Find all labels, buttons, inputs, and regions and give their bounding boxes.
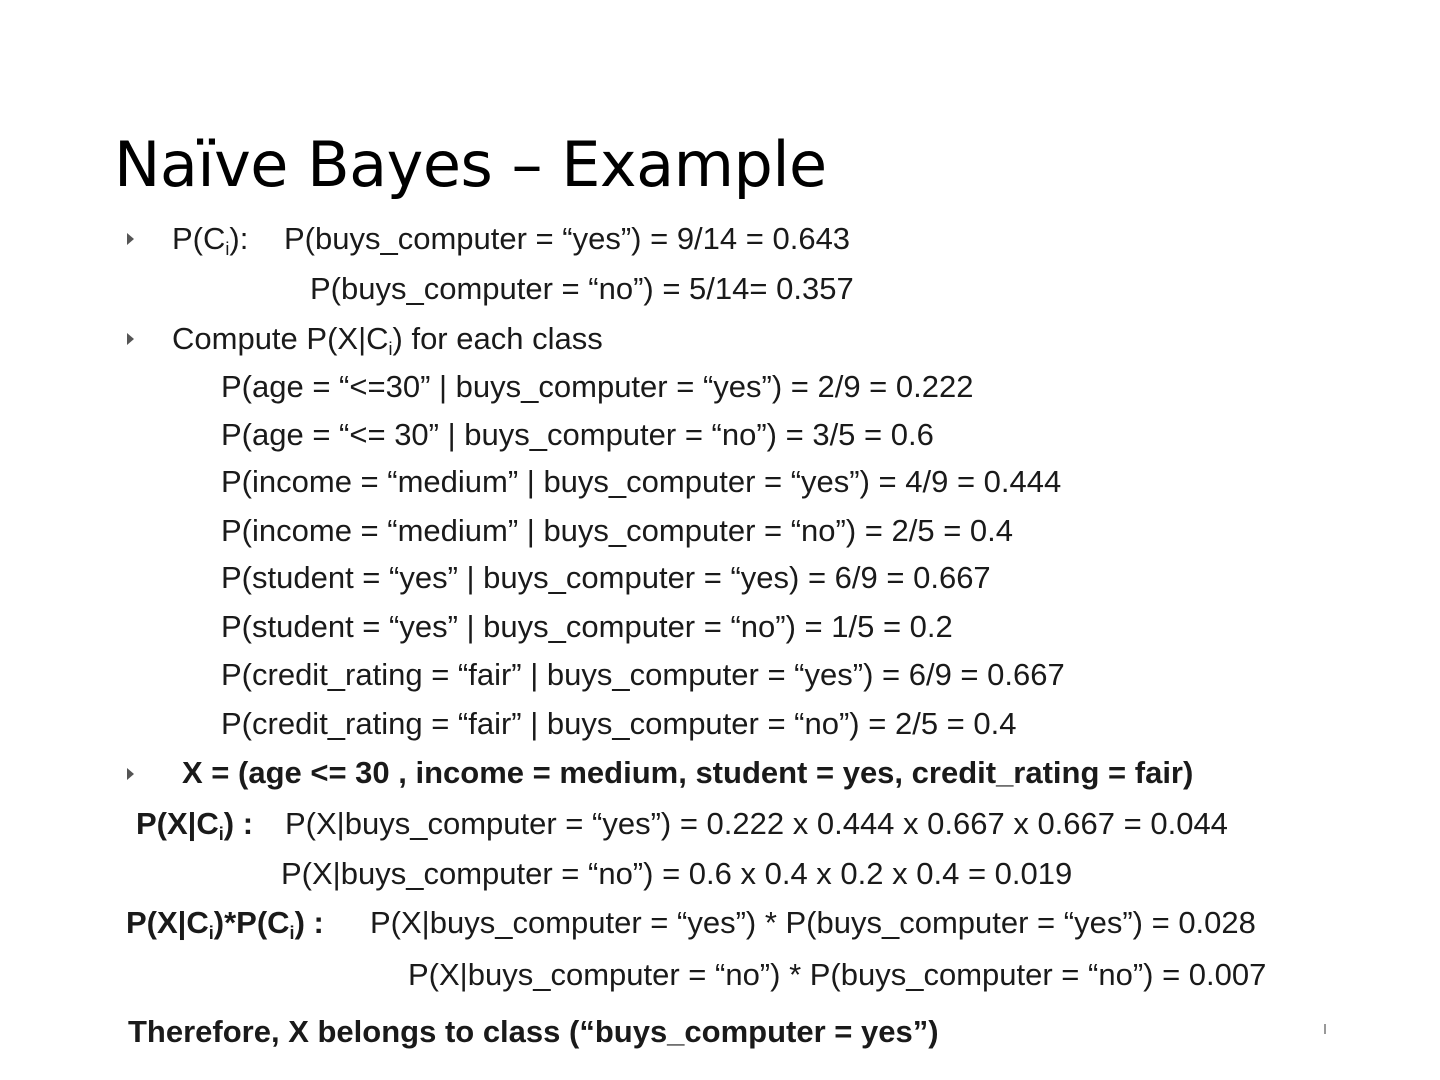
slide-number-marker	[1324, 1024, 1326, 1034]
posterior-yes: P(X|buys_computer = “yes”) * P(buys_computer = “yes”) = 0.028	[370, 905, 1256, 940]
prior-no: P(buys_computer = “no”) = 5/14= 0.357	[310, 271, 854, 306]
likelihood-no: P(X|buys_computer = “no”) = 0.6 x 0.4 x 0.2 x 0.4 = 0.019	[281, 856, 1073, 891]
compute-heading: Compute $P(X|C_i)$ for each class	[172, 321, 603, 359]
conditional-line: P(student = “yes” | buys_computer = “no”) = 1/5 = 0.2	[221, 609, 953, 644]
conditional-line: P(income = “medium” | buys_computer = “no”) = 2/5 = 0.4	[221, 513, 1014, 548]
conditional-line: P(credit_rating = “fair” | buys_computer = “yes”) = 6/9 = 0.667	[221, 657, 1065, 692]
conditional-line: P(age = “<= 30” | buys_computer = “no”) = 3/5 = 0.6	[221, 417, 934, 452]
bullet-icon	[127, 333, 134, 345]
priors-label: $P(C_i)$:	[172, 221, 249, 259]
conclusion: Therefore, X belongs to class (“buys_computer = yes”)	[128, 1014, 939, 1049]
likelihood-label: $P(X|C_i)$ :	[136, 806, 254, 844]
posterior-label: $P(X|C_i)*P(C_i)$ :	[126, 905, 324, 943]
conditional-line: P(income = “medium” | buys_computer = “yes”) = 4/9 = 0.444	[221, 464, 1062, 499]
x-definition: X = (age <= 30 , income = medium, student = yes, credit_rating = fair)	[182, 755, 1194, 790]
conditional-line: P(age = “<=30” | buys_computer = “yes”) = 2/9 = 0.222	[221, 369, 974, 404]
likelihood-yes: P(X|buys_computer = “yes”) = 0.222 x 0.444 x 0.667 x 0.667 = 0.044	[285, 806, 1228, 841]
bullet-icon	[127, 768, 134, 780]
slide-title: Naïve Bayes – Example	[114, 128, 827, 201]
conditional-line: P(student = “yes” | buys_computer = “yes) = 6/9 = 0.667	[221, 560, 991, 595]
posterior-no: P(X|buys_computer = “no”) * P(buys_computer = “no”) = 0.007	[408, 957, 1267, 992]
conditional-line: P(credit_rating = “fair” | buys_computer = “no”) = 2/5 = 0.4	[221, 706, 1017, 741]
prior-yes: P(buys_computer = “yes”) = 9/14 = 0.643	[284, 221, 851, 256]
bullet-icon	[127, 233, 134, 245]
